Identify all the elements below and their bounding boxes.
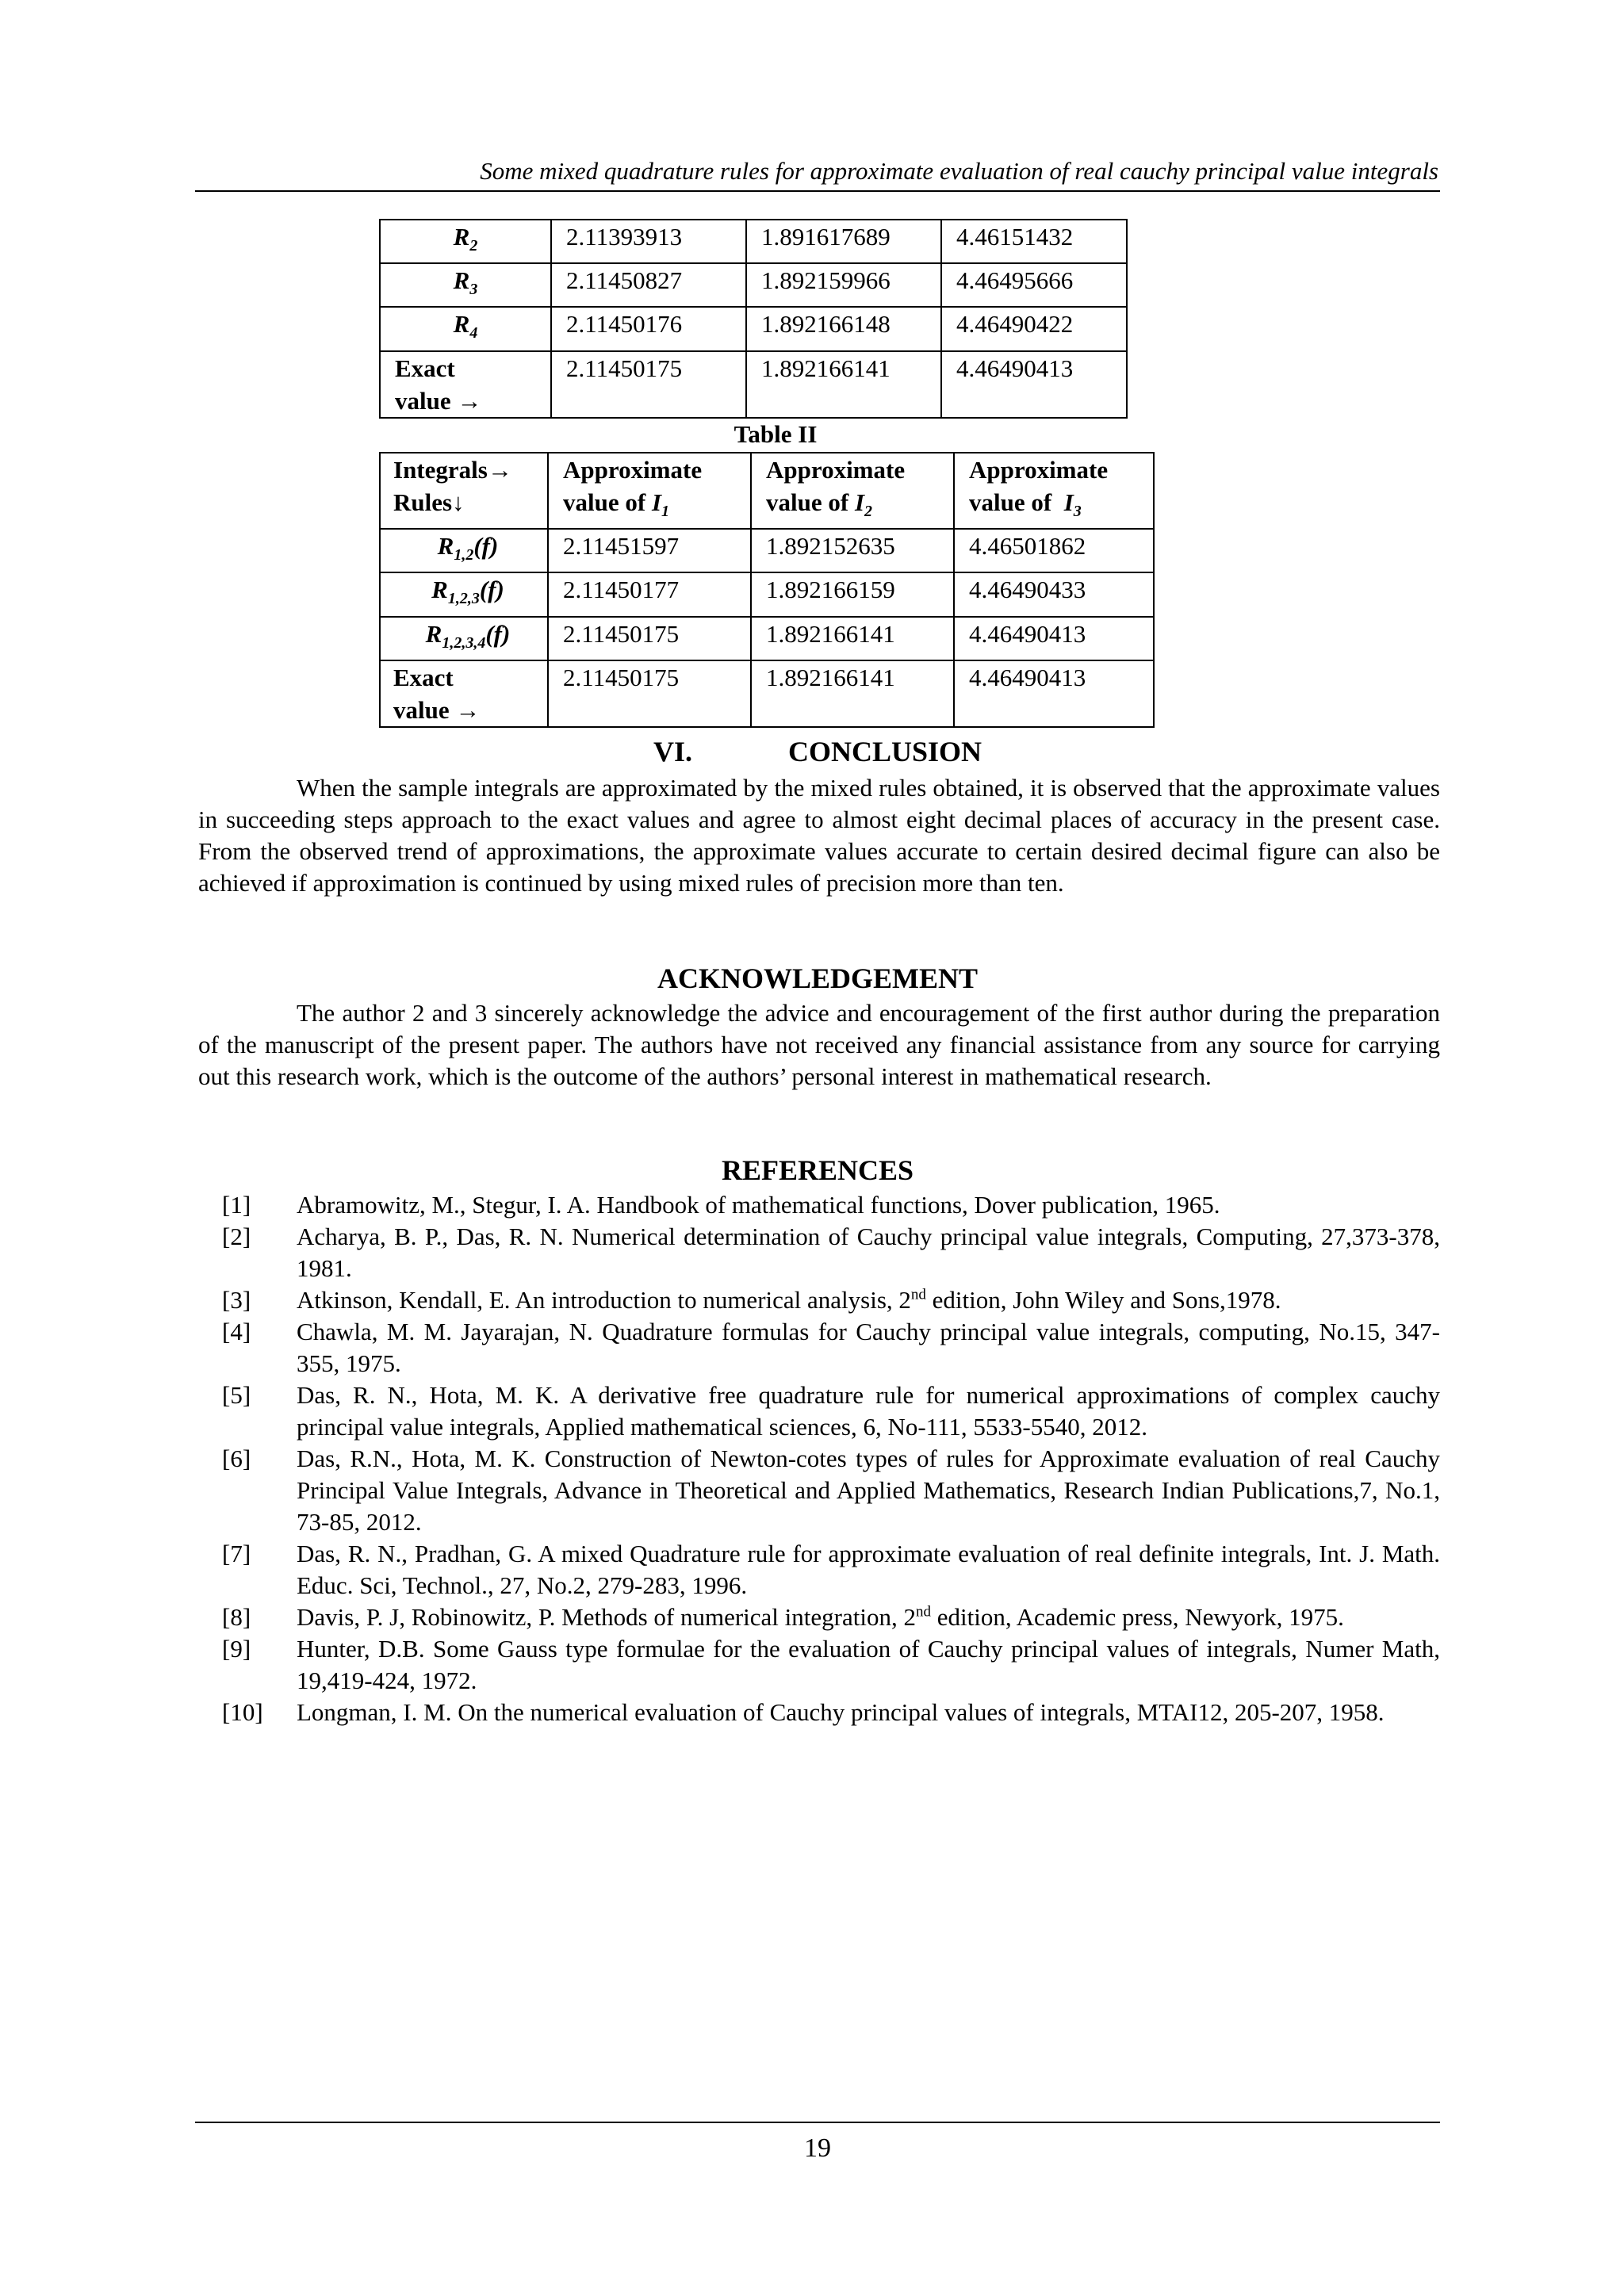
table-row-exact <box>380 351 1127 418</box>
table-row <box>380 572 1154 616</box>
references-list <box>198 1189 1440 1728</box>
value-cell: 1.892166141 <box>751 617 954 660</box>
value-cell: 1.892152635 <box>751 529 954 572</box>
reference-item: [8] Davis, P. J, Robinowitz, P. Methods of numerical integration, 2nd edition, Academic press, Newyork, 1975. <box>222 1603 1344 1631</box>
acknowledgement-paragraph: The author 2 and 3 sincerely acknowledge the advice and encouragement of the first author during the preparation of the manuscript of the present paper. The authors have not received any financial assistance from any source for carrying out this research work, which is the outcome of the authors’ personal interest in mathematical research. <box>198 999 1440 1090</box>
rule-cell: $R_4$ <box>380 307 551 350</box>
conclusion-heading <box>195 734 1440 769</box>
reference-item: [6] Das, R.N., Hota, M. K. Construction of Newton-cotes types of rules for Approximate evaluation of real Cauchy Principal Value Integrals, Advance in Theoretical and Applied Mathematics, Research Indian Publications,7, No.1, 73-85, 2012. <box>222 1445 1440 1536</box>
rule-cell: $R_{1,2,3}(f)$ <box>380 572 548 616</box>
table-row <box>380 263 1127 307</box>
footer-rule <box>195 2122 1440 2123</box>
value-cell: 4.46490413 <box>954 660 1154 727</box>
value-cell: 2.11450827 <box>551 263 746 307</box>
value-cell: 1.892166141 <box>746 351 941 418</box>
table-row <box>380 220 1127 263</box>
reference-item: [7] Das, R. N., Pradhan, G. A mixed Quadrature rule for approximate evaluation of real definite integrals, Int. J. Math. Educ. Sci, Technol., 27, No.2, 279-283, 1996. <box>222 1540 1440 1599</box>
reference-item: [9] Hunter, D.B. Some Gauss type formulae for the evaluation of Cauchy principal values of integrals, Numer Math, 19,419-424, 1972. <box>222 1635 1440 1694</box>
acknowledgement-heading: ACKNOWLEDGEMENT <box>657 962 979 994</box>
value-cell: 4.46490413 <box>954 617 1154 660</box>
value-cell: 1.892166141 <box>751 660 954 727</box>
table-2 <box>379 452 1155 728</box>
conclusion-paragraph: When the sample integrals are approximated by the mixed rules obtained, it is observed that the approximate values in succeeding steps approach to the exact values and agree to almost eight decimal places of accuracy in the present case. From the observed trend of approximations, the approximate values accurate to certain desired decimal figure can also be achieved if approximation is continued by using mixed rules of precision more than ten. <box>198 774 1440 897</box>
value-cell: 2.11450175 <box>548 660 751 727</box>
section-number: VI. <box>653 736 692 767</box>
table-row <box>380 617 1154 660</box>
value-cell: 4.46490433 <box>954 572 1154 616</box>
running-head: Some mixed quadrature rules for approximate evaluation of real cauchy principal value integrals <box>480 157 1438 185</box>
value-cell: 2.11450177 <box>548 572 751 616</box>
header-cell: Integrals→ Rules↓ <box>380 453 548 529</box>
reference-item: [1] Abramowitz, M., Stegur, I. A. Handbook of mathematical functions, Dover publication, 1965. <box>222 1191 1220 1219</box>
header-cell: Approximate value of $I_3$ <box>954 453 1154 529</box>
value-cell: 4.46151432 <box>941 220 1127 263</box>
table-header-row <box>380 453 1154 529</box>
table-row <box>380 529 1154 572</box>
reference-item: [2] Acharya, B. P., Das, R. N. Numerical determination of Cauchy principal value integrals, Computing, 27,373-378, 1981. <box>222 1223 1440 1282</box>
value-cell: 1.892159966 <box>746 263 941 307</box>
reference-item: [4] Chawla, M. M. Jayarajan, N. Quadrature formulas for Cauchy principal value integrals, computing, No.15, 347-355, 1975. <box>222 1318 1440 1377</box>
rule-cell: $R_2$ <box>380 220 551 263</box>
header-rule <box>195 190 1440 192</box>
value-cell: 1.892166148 <box>746 307 941 350</box>
reference-item: [3] Atkinson, Kendall, E. An introduction to numerical analysis, 2nd edition, John Wiley and Sons,1978. <box>222 1286 1281 1314</box>
rule-cell: $R_{1,2,3,4}(f)$ <box>380 617 548 660</box>
page-number: 19 <box>804 2133 831 2163</box>
table-row-exact <box>380 660 1154 727</box>
value-cell: 4.46501862 <box>954 529 1154 572</box>
reference-item: [5] Das, R. N., Hota, M. K. A derivative free quadrature rule for numerical approximations of complex cauchy principal value integrals, Applied mathematical sciences, 6, No-111, 5533-5540, 2012. <box>222 1381 1440 1441</box>
value-cell: 2.11393913 <box>551 220 746 263</box>
references-heading: REFERENCES <box>721 1154 914 1186</box>
value-cell: 2.11450176 <box>551 307 746 350</box>
rule-cell: $R_{1,2}(f)$ <box>380 529 548 572</box>
rule-cell: $R_3$ <box>380 263 551 307</box>
exact-label: Exact value → <box>380 660 548 727</box>
header-cell: Approximate value of $I_1$ <box>548 453 751 529</box>
value-cell: 2.11450175 <box>548 617 751 660</box>
value-cell: 4.46490413 <box>941 351 1127 418</box>
value-cell: 2.11450175 <box>551 351 746 418</box>
value-cell: 2.11451597 <box>548 529 751 572</box>
table-2-caption: Table II <box>733 420 818 448</box>
header-cell: Approximate value of $I_2$ <box>751 453 954 529</box>
table-row <box>380 307 1127 350</box>
exact-label: Exact value → <box>380 351 551 418</box>
section-title: CONCLUSION <box>787 736 982 767</box>
value-cell: 1.891617689 <box>746 220 941 263</box>
table-1 <box>379 219 1128 419</box>
value-cell: 1.892166159 <box>751 572 954 616</box>
value-cell: 4.46490422 <box>941 307 1127 350</box>
reference-item: [10] Longman, I. M. On the numerical evaluation of Cauchy principal values of integrals, MTAI12, 205-207, 1958. <box>222 1698 1385 1726</box>
value-cell: 4.46495666 <box>941 263 1127 307</box>
